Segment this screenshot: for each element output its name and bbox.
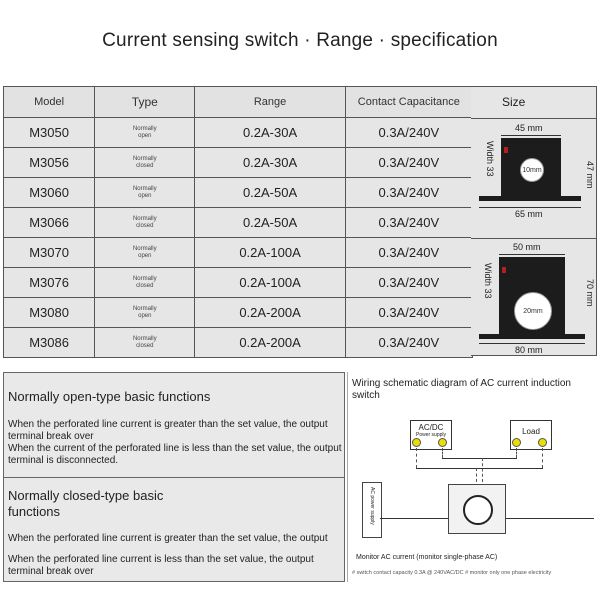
- type-line-2: open: [138, 312, 152, 319]
- model-cell: M3050: [4, 118, 95, 148]
- table-row: [4, 148, 473, 178]
- normally-closed-heading: Normally closed-type basic functions: [8, 488, 164, 519]
- table-row: [4, 328, 473, 358]
- acdc-label: AC/DC: [418, 423, 444, 432]
- type-line-1: Normally: [132, 155, 157, 162]
- contact-cell: 0.3A/240V: [345, 208, 472, 238]
- contact-cell: 0.3A/240V: [345, 178, 472, 208]
- range-cell: 0.2A-100A: [195, 268, 345, 298]
- type-cell: [95, 268, 195, 298]
- sensor-base-large: [479, 334, 585, 339]
- size-diagram-large: [471, 239, 596, 358]
- type-cell: [95, 328, 195, 358]
- dim-small-height: 47 mm: [585, 161, 595, 189]
- terminal-dot: [412, 438, 421, 447]
- spec-table-wrap: [3, 86, 597, 356]
- dim-large-height: 70 mm: [585, 279, 595, 307]
- dim-small-width: Width 33: [485, 141, 495, 177]
- table-header-row: [4, 87, 473, 118]
- contact-cell: 0.3A/240V: [345, 268, 472, 298]
- load-label: Load: [522, 427, 540, 436]
- type-line-1: Normally: [132, 275, 157, 282]
- contact-cell: 0.3A/240V: [345, 328, 472, 358]
- range-cell: 0.2A-200A: [195, 298, 345, 328]
- size-diagram-small: [471, 119, 596, 239]
- normally-open-text-2: When the current of the perforated line is less than the set value, the output terminal is disconnected.: [8, 443, 342, 466]
- header-size: Size: [471, 87, 596, 119]
- type-line-2: closed: [136, 342, 154, 349]
- type-line-1: Normally: [132, 335, 157, 342]
- type-cell: [95, 148, 195, 178]
- model-cell: M3080: [4, 298, 95, 328]
- type-line-1: Normally: [132, 125, 157, 132]
- wire-dash: [516, 448, 517, 458]
- type-line-1: Normally: [132, 185, 157, 192]
- model-cell: M3086: [4, 328, 95, 358]
- sensor-small: [501, 138, 561, 196]
- dim-large-top: 50 mm: [513, 242, 541, 252]
- table-row: [4, 268, 473, 298]
- type-cell: [95, 238, 195, 268]
- header-type: Type: [95, 87, 195, 118]
- type-line-1: Normally: [132, 305, 157, 312]
- model-cell: M3070: [4, 238, 95, 268]
- terminal-dot: [438, 438, 447, 447]
- dim-line: [479, 207, 581, 208]
- spec-table: [3, 86, 473, 358]
- range-cell: 0.2A-50A: [195, 208, 345, 238]
- dim-small-bottom: 65 mm: [515, 209, 543, 219]
- normally-closed-text-1: When the perforated line current is greater than the set value, the output: [8, 533, 328, 544]
- type-line-2: open: [138, 192, 152, 199]
- wire-dash: [416, 448, 417, 468]
- type-line-1: Normally: [132, 215, 157, 222]
- type-cell: [95, 178, 195, 208]
- normally-open-heading: Normally open-type basic functions: [8, 389, 211, 404]
- sensor-base-small: [479, 196, 581, 201]
- type-line-2: open: [138, 252, 152, 259]
- wire: [416, 468, 543, 469]
- type-line-2: closed: [136, 162, 154, 169]
- normally-closed-text-2: When the perforated line current is less than the set value, the output terminal break over: [8, 554, 314, 577]
- header-contact: Contact Capacitance: [345, 87, 472, 118]
- size-column: [471, 86, 597, 356]
- ac-power-supply-box: [362, 482, 382, 538]
- dim-line: [499, 254, 565, 255]
- type-line-2: open: [138, 132, 152, 139]
- header-range: Range: [195, 87, 345, 118]
- model-cell: M3076: [4, 268, 95, 298]
- ac-power-supply-label: AC power supply: [369, 487, 375, 525]
- header-model: Model: [4, 87, 95, 118]
- wire-dash: [476, 468, 477, 482]
- type-cell: [95, 298, 195, 328]
- hole-large: 20mm: [514, 292, 552, 330]
- page-title: Current sensing switch · Range · specification: [102, 30, 498, 51]
- dim-line: [501, 135, 561, 136]
- type-line-2: closed: [136, 282, 154, 289]
- wire-dash: [442, 448, 443, 458]
- wiring-title: Wiring schematic diagram of AC current induction switch: [352, 378, 571, 401]
- terminal-dot: [512, 438, 521, 447]
- table-row: [4, 118, 473, 148]
- range-cell: 0.2A-30A: [195, 118, 345, 148]
- normally-open-section: [4, 373, 344, 478]
- model-cell: M3060: [4, 178, 95, 208]
- sensor-ring: [463, 495, 493, 525]
- type-line-2: closed: [136, 222, 154, 229]
- wire-dash: [482, 458, 483, 482]
- type-line-1: Normally: [132, 245, 157, 252]
- dim-large-width: Width 33: [483, 263, 493, 299]
- dim-small-top: 45 mm: [515, 123, 543, 133]
- contact-cell: 0.3A/240V: [345, 148, 472, 178]
- wire-dash: [542, 448, 543, 468]
- wire: [442, 458, 517, 459]
- contact-cell: 0.3A/240V: [345, 118, 472, 148]
- model-cell: M3056: [4, 148, 95, 178]
- sensor-switch-box: [448, 484, 506, 534]
- terminal-dot: [538, 438, 547, 447]
- type-cell: [95, 118, 195, 148]
- red-marker: [504, 147, 508, 153]
- range-cell: 0.2A-30A: [195, 148, 345, 178]
- acdc-sublabel: Power supply: [415, 432, 446, 438]
- hole-small: 10mm: [520, 158, 544, 182]
- monitor-caption: Monitor AC current (monitor single-phase AC): [356, 554, 498, 561]
- red-marker: [502, 267, 506, 273]
- table-row: [4, 238, 473, 268]
- range-cell: 0.2A-200A: [195, 328, 345, 358]
- table-row: [4, 178, 473, 208]
- dim-line: [479, 343, 585, 344]
- contact-cell: 0.3A/240V: [345, 238, 472, 268]
- function-description-panel: [3, 372, 345, 582]
- wiring-diagram-panel: [347, 372, 597, 582]
- range-cell: 0.2A-50A: [195, 178, 345, 208]
- dim-large-bottom: 80 mm: [515, 345, 543, 355]
- sensor-large: [499, 257, 565, 334]
- contact-cell: 0.3A/240V: [345, 298, 472, 328]
- range-cell: 0.2A-100A: [195, 238, 345, 268]
- normally-open-text-1: When the perforated line current is greater than the set value, the output terminal break over: [8, 419, 328, 442]
- table-row: [4, 298, 473, 328]
- type-cell: [95, 208, 195, 238]
- model-cell: M3066: [4, 208, 95, 238]
- table-row: [4, 208, 473, 238]
- wiring-footnote: # switch contact capacity 0.3A @ 240VAC/DC # monitor only one phase electricity: [352, 570, 552, 576]
